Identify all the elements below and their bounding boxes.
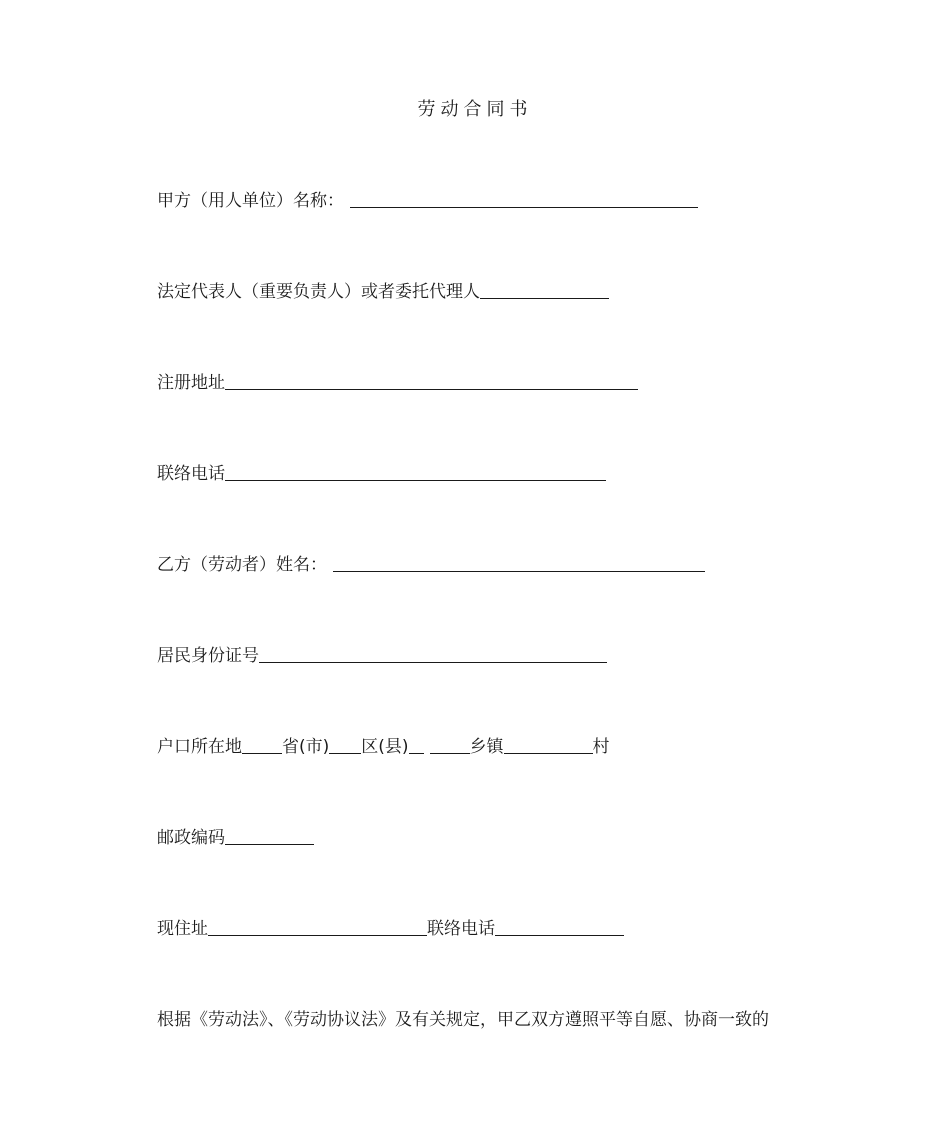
legal-rep-row bbox=[157, 280, 609, 304]
party-b-name-row bbox=[157, 553, 705, 577]
current-address-row bbox=[157, 917, 624, 941]
party-b-name-blank[interactable] bbox=[333, 554, 705, 572]
contact-phone-label: 联络电话 bbox=[157, 464, 225, 484]
document-title: 劳动合同书 bbox=[417, 99, 533, 120]
town-label: 乡镇 bbox=[469, 737, 504, 757]
postal-code-label: 邮政编码 bbox=[157, 828, 225, 848]
party-a-name-blank[interactable] bbox=[350, 190, 698, 208]
village-label: 村 bbox=[592, 737, 610, 757]
hukou-province-blank[interactable] bbox=[242, 736, 282, 754]
party-b-name-label: 乙方（劳动者）姓名： bbox=[157, 555, 327, 575]
hukou-village-blank[interactable] bbox=[504, 736, 593, 754]
current-phone-label: 联络电话 bbox=[427, 919, 495, 939]
party-a-name-row bbox=[157, 189, 698, 213]
registered-address-label: 注册地址 bbox=[157, 373, 225, 393]
legal-rep-label: 法定代表人（重要负责人）或者委托代理人 bbox=[157, 282, 480, 302]
current-phone-blank[interactable] bbox=[495, 918, 624, 936]
postal-code-blank[interactable] bbox=[225, 827, 314, 845]
id-number-row bbox=[157, 644, 607, 668]
district-label: 区(县) bbox=[361, 737, 409, 757]
current-address-label: 现住址 bbox=[157, 919, 208, 939]
postal-code-row bbox=[157, 826, 314, 850]
province-label: 省(市) bbox=[282, 737, 330, 757]
registered-address-blank[interactable] bbox=[225, 372, 638, 390]
hukou-district-blank[interactable] bbox=[329, 736, 361, 754]
id-number-blank[interactable] bbox=[259, 645, 607, 663]
hukou-extra-blank[interactable] bbox=[409, 736, 424, 754]
party-a-name-label: 甲方（用人单位）名称： bbox=[157, 191, 344, 211]
hukou-row bbox=[157, 735, 610, 759]
legal-rep-blank[interactable] bbox=[480, 281, 609, 299]
hukou-town-blank[interactable] bbox=[430, 736, 470, 754]
id-number-label: 居民身份证号 bbox=[157, 646, 259, 666]
contact-phone-blank[interactable] bbox=[225, 463, 606, 481]
hukou-label: 户口所在地 bbox=[157, 737, 242, 757]
registered-address-row bbox=[157, 371, 638, 395]
current-address-blank[interactable] bbox=[208, 918, 427, 936]
contract-paragraph: 根据《劳动法》、《劳动协议法》及有关规定，甲乙双方遵照平等自愿、协商一致的 bbox=[157, 1010, 769, 1030]
contact-phone-row bbox=[157, 462, 606, 486]
